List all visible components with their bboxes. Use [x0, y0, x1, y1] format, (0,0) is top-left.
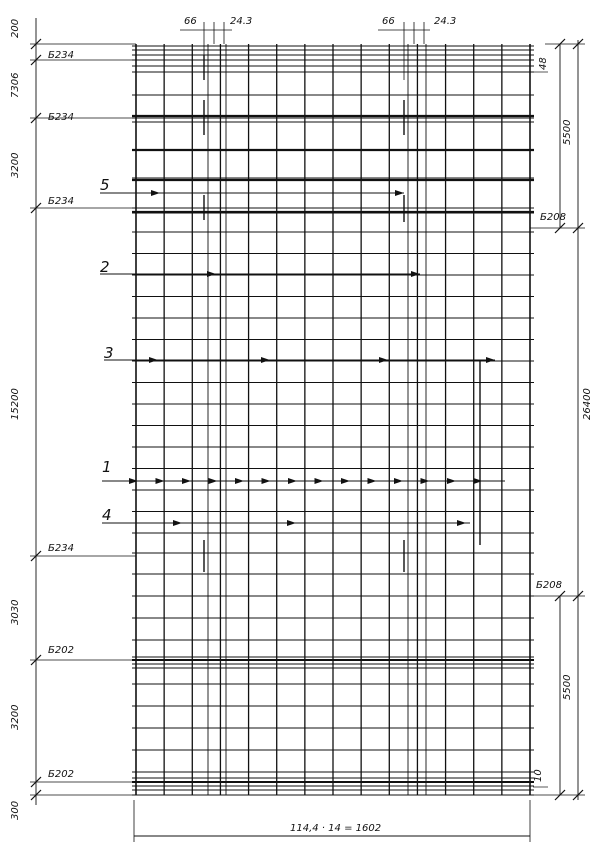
bottom-dimension [134, 800, 530, 842]
arrow-head [207, 271, 216, 277]
dim-top-243-left: 24.3 [230, 16, 253, 27]
arrow-head [411, 271, 420, 277]
callout-label-1: 1 [102, 458, 112, 476]
arrow-head [395, 190, 404, 196]
arrow-head [261, 357, 270, 363]
arrow-head [288, 478, 297, 484]
arrow-head [486, 357, 495, 363]
bar-mark-right-top: Б208 [540, 212, 566, 223]
dim-left-3200-top: 3200 [10, 152, 21, 178]
arrow-head [262, 478, 271, 484]
dim-right-5500-top: 5500 [562, 119, 573, 145]
dim-right-5500-bottom: 5500 [562, 674, 573, 700]
arrow-head [368, 478, 377, 484]
callout-arrows [100, 190, 505, 526]
dim-bottom-total: 114,4 · 14 = 1602 [290, 823, 382, 834]
arrow-head [182, 478, 191, 484]
dim-left-7306: 7306 [10, 72, 21, 98]
arrow-head [474, 478, 483, 484]
callout-label-2: 2 [100, 258, 110, 276]
right-dimension-chain [530, 39, 585, 800]
dim-right-48: 48 [538, 57, 549, 70]
arrow-head [315, 478, 324, 484]
dim-right-26400: 26400 [582, 388, 593, 420]
dim-left-200: 200 [10, 18, 21, 38]
arrow-head [447, 478, 456, 484]
arrow-head [341, 478, 350, 484]
bar-mark-top-3: Б234 [48, 196, 74, 207]
left-dimension-chain [30, 18, 136, 805]
dim-top-243-right: 24.3 [434, 16, 457, 27]
dim-top-66-left: 66 [184, 16, 197, 27]
arrow-head [394, 478, 403, 484]
callout-label-3: 3 [104, 344, 114, 362]
bar-mark-right-bottom: Б208 [536, 580, 562, 591]
arrow-head [421, 478, 430, 484]
dim-left-15200: 15200 [10, 388, 21, 420]
arrow-head [151, 190, 160, 196]
arrow-head [235, 478, 244, 484]
bar-mark-lower-2: Б202 [48, 769, 74, 780]
dim-left-3030: 3030 [10, 599, 21, 625]
arrow-head [173, 520, 182, 526]
callout-label-5: 5 [100, 176, 110, 194]
dim-left-3200-bottom: 3200 [10, 704, 21, 730]
mesh-grid [132, 44, 534, 795]
callout-label-4: 4 [102, 506, 112, 524]
arrow-head [209, 478, 218, 484]
bar-mark-lower-1: Б202 [48, 645, 74, 656]
bar-mark-top-1: Б234 [48, 50, 74, 61]
dim-right-10: 10 [533, 769, 544, 782]
dim-left-300: 300 [10, 800, 21, 820]
arrow-head [156, 478, 165, 484]
arrow-head [457, 520, 466, 526]
arrow-head [379, 357, 388, 363]
dim-top-66-right: 66 [382, 16, 395, 27]
bar-mark-top-2: Б234 [48, 112, 74, 123]
arrow-head [149, 357, 158, 363]
arrow-head [287, 520, 296, 526]
bar-mark-mid: Б234 [48, 543, 74, 554]
